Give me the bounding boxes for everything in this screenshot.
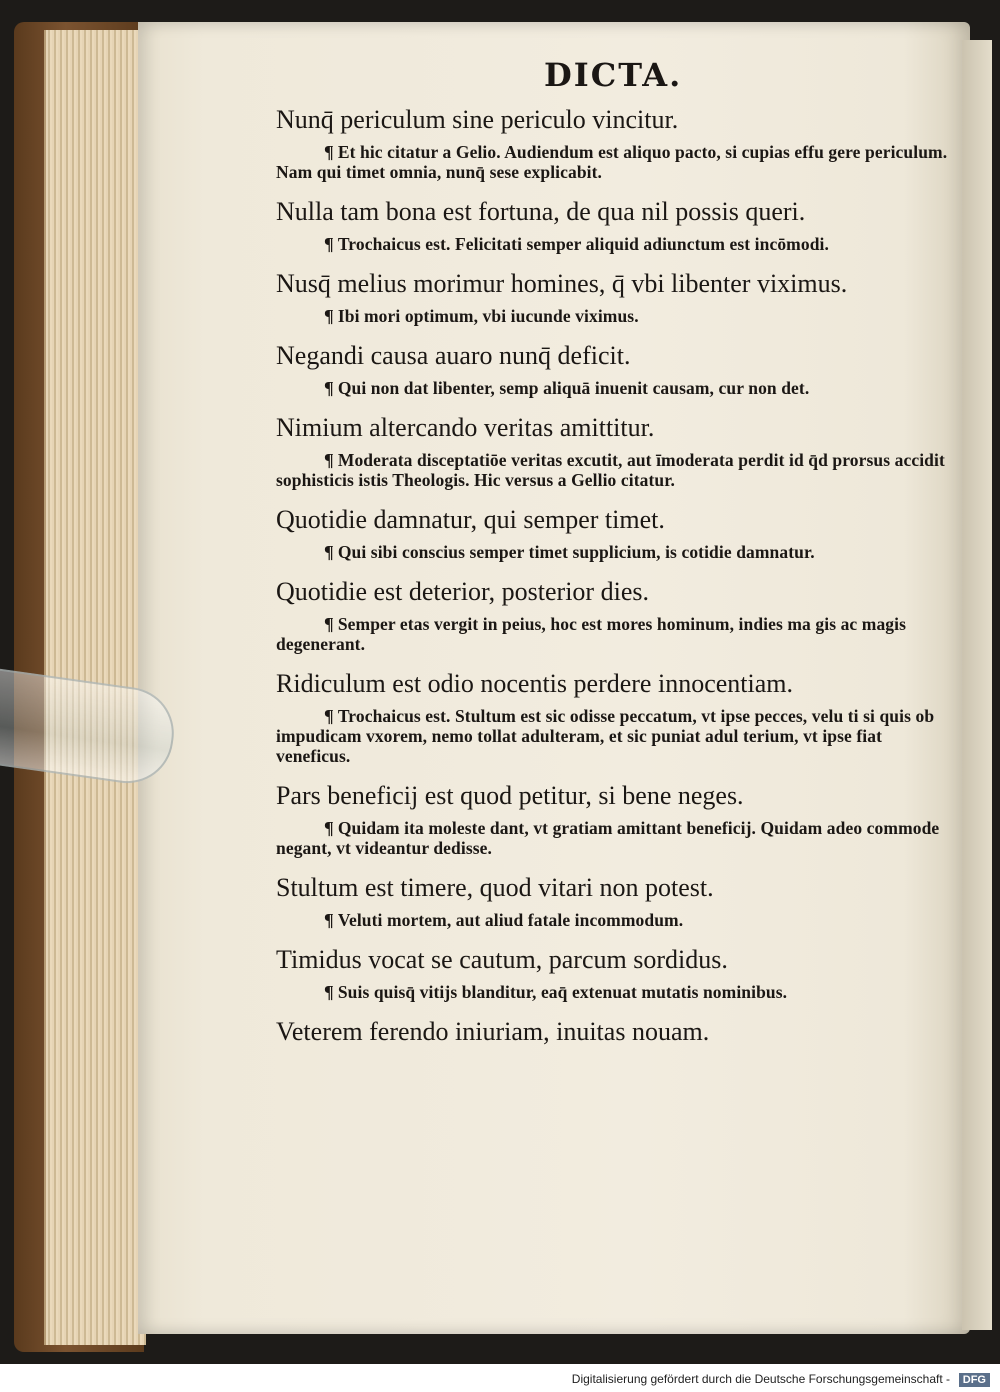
maxim: Quotidie est deterior, posterior dies. — [276, 577, 649, 606]
pilcrow-icon: ¶ — [324, 818, 334, 838]
gloss — [276, 234, 956, 254]
maxim: Stultum est timere, quod vitari non potest. — [276, 873, 714, 902]
gloss — [276, 818, 956, 858]
gloss-text: Trochaicus est. Stultum est sic odisse peccatum, vt ipse pecces, velu ti si quis ob impudicam vxorem, nemo tollat adulteram, et sic puniat adul terium, vt ipse fiat veneficus. — [276, 706, 935, 766]
gloss-text: Veluti mortem, aut aliud fatale incommodum. — [337, 910, 684, 930]
maxim: Negandi causa auaro nunq̄ deficit. — [276, 341, 631, 370]
pilcrow-icon: ¶ — [324, 982, 334, 1002]
entry — [276, 668, 956, 766]
pilcrow-icon: ¶ — [324, 142, 334, 162]
gloss — [276, 614, 956, 654]
entry — [276, 944, 956, 1002]
gloss — [276, 306, 956, 326]
maxim: Veterem ferendo iniuriam, inuitas nouam. — [276, 1017, 710, 1046]
maxim: Nulla tam bona est fortuna, de qua nil possis queri. — [276, 197, 806, 226]
gloss-text: Moderata disceptatiōe veritas excutit, aut īmoderata perdit id q̄d prorsus accidit sophisticis istis Theologis. Hic versus a Gellio citatur. — [276, 450, 945, 490]
entry — [276, 412, 956, 490]
entry — [276, 872, 956, 930]
gloss-text: Semper etas vergit in peius, hoc est mores hominum, indies ma gis ac magis degenerant. — [276, 614, 907, 654]
maxim: Timidus vocat se cautum, parcum sordidus. — [276, 945, 728, 974]
pilcrow-icon: ¶ — [324, 910, 334, 930]
page-text — [276, 104, 956, 1054]
entry — [276, 1016, 956, 1048]
entry — [276, 268, 956, 326]
gloss — [276, 910, 956, 930]
gloss-text: Trochaicus est. Felicitati semper aliquid adiunctum est incōmodi. — [337, 234, 829, 254]
gloss-text: Ibi mori optimum, vbi iucunde viximus. — [337, 306, 639, 326]
pilcrow-icon: ¶ — [324, 614, 334, 634]
facing-page-edge — [962, 40, 992, 1330]
pilcrow-icon: ¶ — [324, 706, 334, 726]
running-head: DICTA. — [544, 56, 683, 94]
gloss — [276, 706, 956, 766]
entry — [276, 340, 956, 398]
pilcrow-icon: ¶ — [324, 450, 334, 470]
maxim: Nusq̄ melius morimur homines, q̄ vbi libenter viximus. — [276, 269, 848, 298]
pilcrow-icon: ¶ — [324, 234, 334, 254]
pilcrow-icon: ¶ — [324, 306, 334, 326]
entry — [276, 576, 956, 654]
gloss — [276, 378, 956, 398]
maxim: Nunq̄ periculum sine periculo vincitur. — [276, 105, 679, 134]
entry — [276, 196, 956, 254]
footer-credit: Digitalisierung gefördert durch die Deutsche Forschungsgemeinschaft - — [571, 1372, 950, 1386]
maxim: Pars beneficij est quod petitur, si bene neges. — [276, 781, 744, 810]
gloss — [276, 542, 956, 562]
entry — [276, 504, 956, 562]
gloss — [276, 982, 956, 1002]
entry — [276, 104, 956, 182]
gloss — [276, 450, 956, 490]
maxim: Nimium altercando veritas amittitur. — [276, 413, 655, 442]
entry — [276, 780, 956, 858]
gloss-text: Qui sibi conscius semper timet supplicium, is cotidie damnatur. — [337, 542, 815, 562]
gloss-text: Et hic citatur a Gelio. Audiendum est aliquo pacto, si cupias effu gere periculum. Nam qui timet omnia, nunq̄ sese explicabit. — [276, 142, 948, 182]
dfg-logo: DFG — [959, 1373, 990, 1387]
gloss-text: Quidam ita moleste dant, vt gratiam amittant beneficij. Quidam adeo commode negant, vt videantur dedisse. — [276, 818, 940, 858]
maxim: Ridiculum est odio nocentis perdere innocentiam. — [276, 669, 793, 698]
gloss-text: Qui non dat libenter, semp aliquā inuenit causam, cur non det. — [337, 378, 810, 398]
pilcrow-icon: ¶ — [324, 378, 334, 398]
gloss — [276, 142, 956, 182]
maxim: Quotidie damnatur, qui semper timet. — [276, 505, 665, 534]
pilcrow-icon: ¶ — [324, 542, 334, 562]
gloss-text: Suis quisq̄ vitijs blanditur, eaq̄ extenuat mutatis nominibus. — [337, 982, 788, 1002]
